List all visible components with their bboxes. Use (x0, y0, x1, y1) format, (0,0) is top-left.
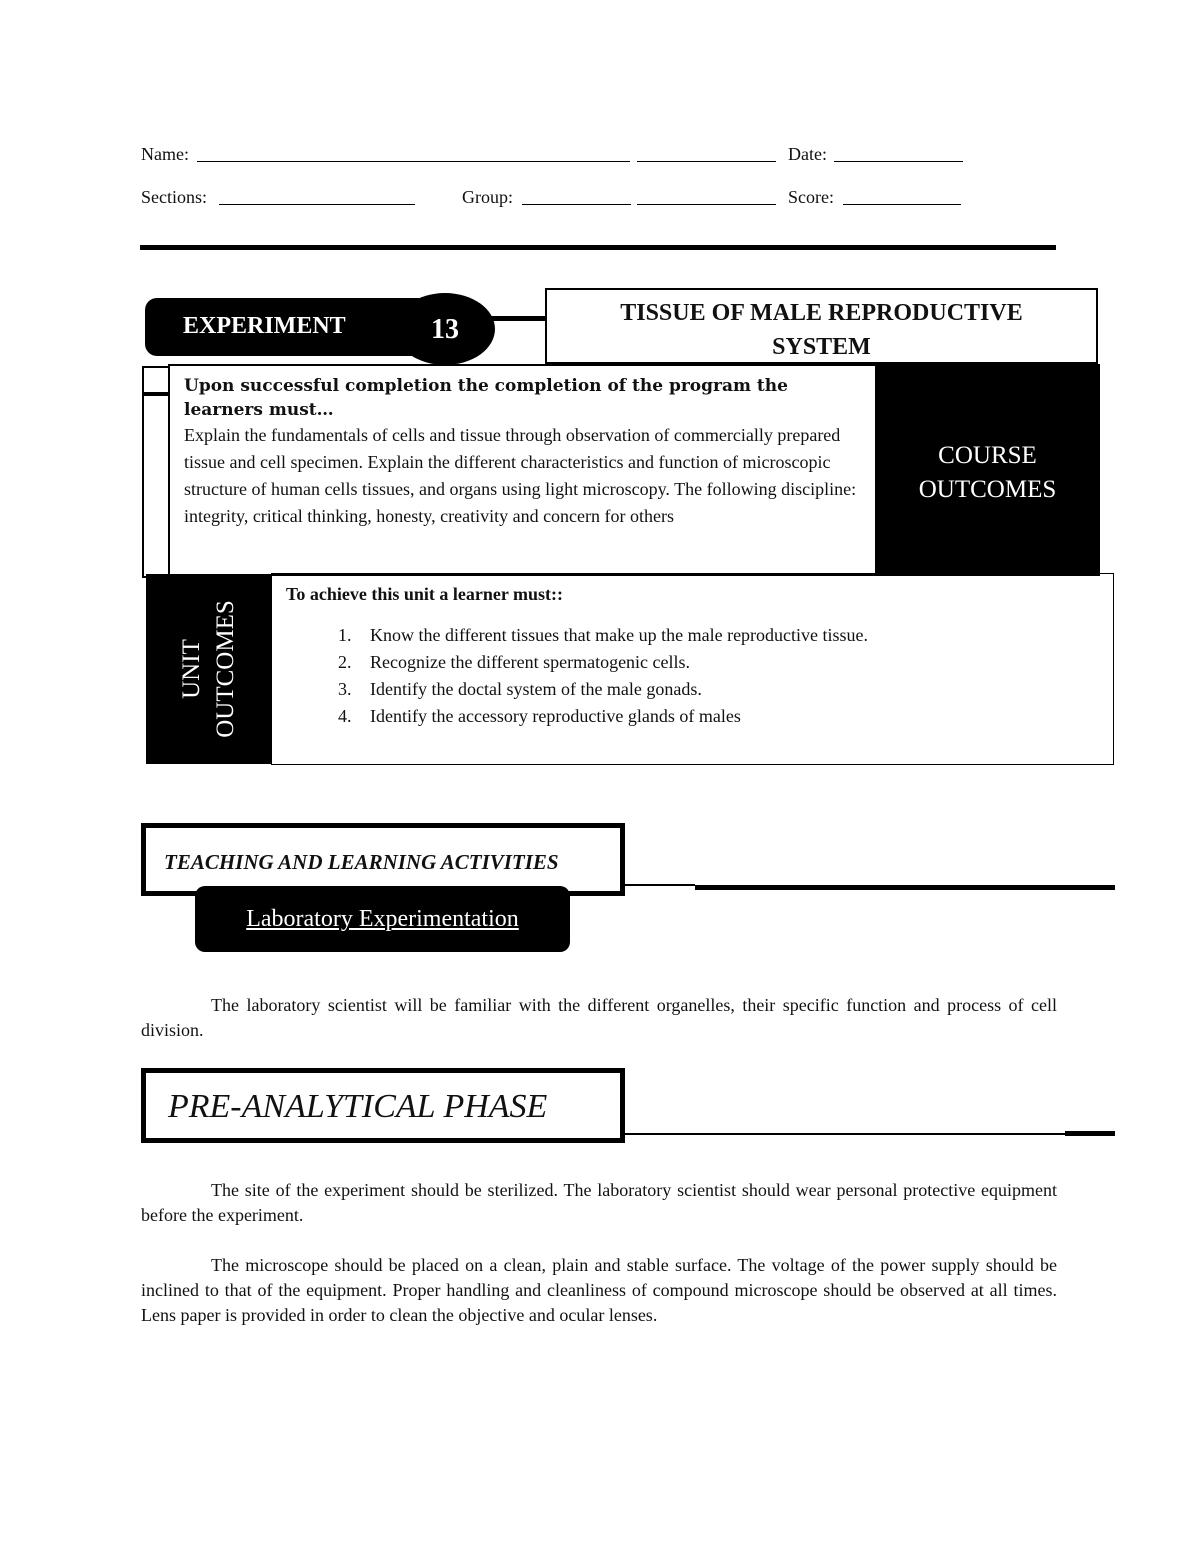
unit-outcomes-list (286, 622, 1113, 730)
unit-outcomes-label (175, 600, 243, 738)
pre-analytical-paragraph-2 (141, 1253, 1057, 1328)
teaching-rule-thin (625, 884, 695, 886)
teaching-section-title: TEACHING AND LEARNING ACTIVITIES (141, 823, 625, 896)
pre-analytical-paragraph-2-text: The microscope should be placed on a clean, plain and stable surface. The voltage of the power supply should be inclined to that of the equipment. Proper handling and cleanliness of compound microscope should be observed at all times. Lens paper is provided in order to clean the objective and ocular lenses. (141, 1255, 1057, 1325)
group-label: Group: (462, 187, 513, 207)
experiment-title (545, 288, 1098, 364)
list-item: 1. Know the different tissues that make up the male reproductive tissue. (356, 622, 1113, 649)
pre-analytical-paragraph-1-text: The site of the experiment should be sterilized. The laboratory scientist should wear personal protective equipment before the experiment. (141, 1180, 1057, 1225)
teaching-paragraph-text: The laboratory scientist will be familiar with the different organelles, their specific function and process of cell division. (141, 995, 1057, 1040)
experiment-title-line1: TISSUE OF MALE REPRODUCTIVE (620, 300, 1023, 326)
pre-analytical-title: PRE-ANALYTICAL PHASE (141, 1068, 625, 1143)
pre-analytical-rule-thick (1065, 1131, 1115, 1136)
experiment-title-line2: SYSTEM (772, 334, 871, 360)
course-outcomes-side-tab (142, 366, 168, 394)
group-field-line-ext[interactable] (637, 204, 776, 205)
header-divider (140, 245, 1056, 250)
list-item: 4. Identify the accessory reproductive glands of males (356, 703, 1113, 730)
unit-outcomes-lead: To achieve this unit a learner must:: (286, 584, 563, 604)
pre-analytical-paragraph-1 (141, 1178, 1057, 1228)
unit-outcomes-box (271, 573, 1114, 765)
teaching-rule-thick (695, 885, 1115, 890)
score-label: Score: (788, 187, 834, 207)
name-label: Name: (141, 144, 189, 164)
list-item: 3. Identify the doctal system of the male gonads. (356, 676, 1113, 703)
teaching-paragraph (141, 993, 1057, 1043)
list-item: 2. Recognize the different spermatogenic cells. (356, 649, 1113, 676)
sections-field-line[interactable] (219, 204, 415, 205)
course-outcomes-lead: Upon successful completion the completion of the program the learners must… (184, 376, 788, 420)
laboratory-experimentation-heading: Laboratory Experimentation (195, 886, 570, 952)
name-field-line[interactable] (197, 161, 630, 162)
experiment-connector (490, 316, 546, 321)
score-field-line[interactable] (843, 204, 961, 205)
course-outcomes-label (875, 364, 1100, 576)
date-label: Date: (788, 144, 827, 164)
unit-outcomes-label-line2: OUTCOMES (212, 600, 239, 738)
experiment-label: EXPERIMENT (145, 298, 430, 356)
date-field-line[interactable] (834, 161, 963, 162)
unit-outcomes-label-line1: UNIT (178, 639, 205, 699)
sections-label: Sections: (141, 187, 207, 207)
pre-analytical-rule-thin (625, 1133, 1065, 1135)
course-outcomes-label-line2: OUTCOMES (918, 476, 1057, 503)
name-field-line-ext[interactable] (637, 161, 776, 162)
course-outcomes-side-bar (142, 394, 168, 578)
course-outcomes-text: Explain the fundamentals of cells and tissue through observation of commercially prepared tissue and cell specimen. Explain the different characteristics and function of microscopic structure of human cells tissues, and organs using light microscopy. The following discipline: integrity, critical thinking, honesty, creativity and concern for others (184, 425, 857, 526)
experiment-number: 13 (395, 293, 495, 365)
course-outcomes-box (168, 364, 876, 576)
group-field-line[interactable] (522, 204, 631, 205)
course-outcomes-label-line1: COURSE (938, 442, 1037, 469)
